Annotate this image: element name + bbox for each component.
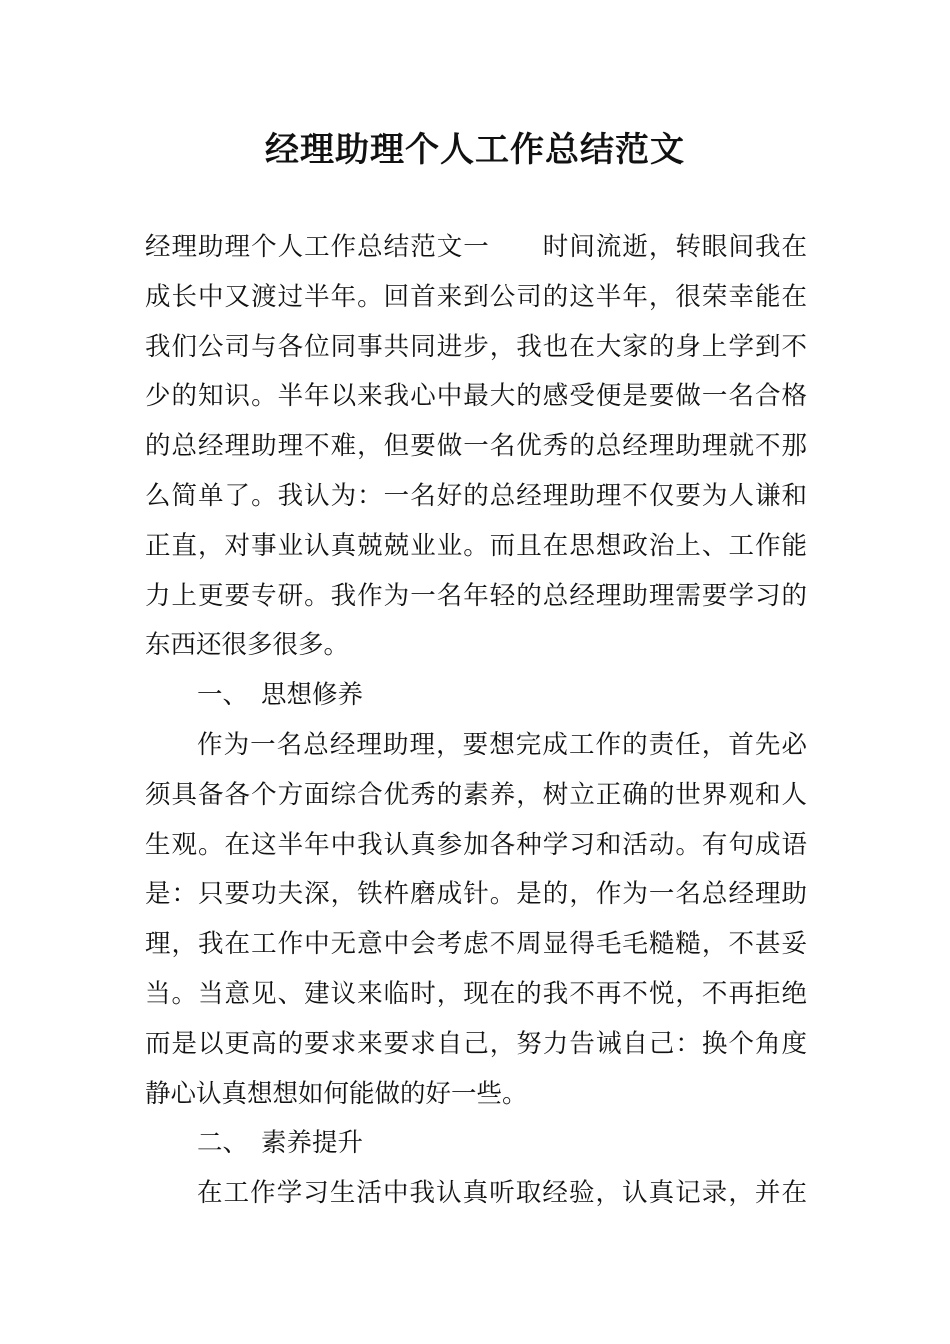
paragraph-line: 作为一名总经理助理，要想完成工作的责任，首先必 — [197, 729, 807, 760]
paragraph-line: 而是以更高的要求来要求自己，努力告诫自己：换个角度 — [145, 1028, 807, 1059]
document-body — [145, 223, 807, 1219]
paragraph-line: 经理助理个人工作总结范文一 时间流逝，转眼间我在 — [145, 232, 807, 262]
document-title: 经理助理个人工作总结范文 — [265, 130, 685, 170]
paragraph-line: 正直，对事业认真兢兢业业。而且在思想政治上、工作能 — [145, 530, 807, 561]
section-heading-text: 素养提升 — [261, 1128, 364, 1159]
paragraph-line: 东西还很多很多。 — [145, 630, 350, 661]
paragraph-line: 么简单了。我认为：一名好的总经理助理不仅要为人谦和 — [145, 480, 807, 511]
section-number: 一、 — [197, 680, 249, 711]
paragraph-line: 须具备各个方面综合优秀的素养，树立正确的世界观和人 — [145, 779, 807, 810]
paragraph-line: 理，我在工作中无意中会考虑不周显得毛毛糙糙，不甚妥 — [145, 929, 807, 960]
paragraph-line: 是：只要功夫深，铁杵磨成针。是的，作为一名总经理助 — [145, 879, 807, 910]
paragraph-line: 当。当意见、建议来临时，现在的我不再不悦，不再拒绝 — [145, 978, 807, 1009]
section-number: 二、 — [197, 1128, 249, 1159]
section-heading-text: 思想修养 — [261, 680, 364, 711]
paragraph-line: 少的知识。半年以来我心中最大的感受便是要做一名合格 — [145, 381, 807, 412]
paragraph-line: 我们公司与各位同事共同进步，我也在大家的身上学到不 — [145, 331, 807, 362]
paragraph-line: 在工作学习生活中我认真听取经验，认真记录，并在 — [197, 1178, 807, 1209]
paragraph-line: 的总经理助理不难，但要做一名优秀的总经理助理就不那 — [145, 431, 807, 462]
section-heading — [145, 1119, 807, 1169]
paragraph-line: 力上更要专研。我作为一名年轻的总经理助理需要学习的 — [145, 580, 807, 611]
paragraph-line: 生观。在这半年中我认真参加各种学习和活动。有句成语 — [145, 829, 807, 860]
paragraph-line: 静心认真想想如何能做的好一些。 — [145, 1078, 528, 1109]
paragraph-line: 成长中又渡过半年。回首来到公司的这半年，很荣幸能在 — [145, 281, 807, 312]
section-heading — [145, 671, 807, 721]
